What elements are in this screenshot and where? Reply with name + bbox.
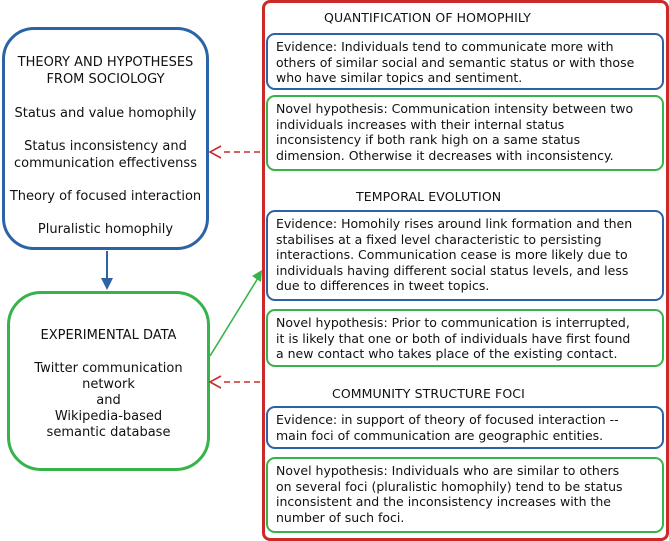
arrow-theory-to-data-head: [101, 278, 113, 290]
card-line: Novel hypothesis: Communication intensity between two: [276, 101, 634, 116]
experimental-line: Wikipedia-based: [54, 409, 163, 424]
card-line: individuals increases with their internal status: [276, 116, 565, 132]
experimental-title: EXPERIMENTAL DATA: [40, 328, 177, 343]
card-line: inconsistency if both rank high on a same status: [276, 132, 581, 148]
theory-title-line: THEORY AND HYPOTHESES: [17, 55, 194, 70]
card-line: number of such foci.: [276, 509, 405, 525]
experimental-line: network: [82, 377, 135, 392]
theory-item-line: Pluralistic homophily: [37, 222, 174, 237]
card-line: it is likely that one or both of individuals have first found: [276, 330, 631, 346]
card-line: dimension. Otherwise it decreases with inconsistency.: [276, 147, 614, 163]
card-line: Novel hypothesis: Individuals who are similar to others: [276, 463, 620, 478]
theory-item-line: communication effectivenss: [14, 156, 197, 171]
card-line: on several foci (pluralistic homophily) tend to be status: [276, 478, 623, 494]
section-title-community-structure: COMMUNITY STRUCTURE FOCI: [332, 386, 525, 401]
card-line: Novel hypothesis: Prior to communication is interrupted,: [276, 315, 630, 330]
experimental-line: semantic database: [46, 425, 171, 440]
theory-item-line: Theory of focused interaction: [9, 189, 202, 204]
dashed-arrow-to-theory-head: [210, 146, 221, 158]
theory-item-line: Status inconsistency and: [24, 139, 187, 154]
card-line: who have similar topics and sentiment.: [276, 70, 523, 86]
section-title-temporal-evolution: TEMPORAL EVOLUTION: [356, 189, 502, 204]
card-line: stabilises at a fixed level characteristic to persisting: [276, 231, 602, 247]
arrow-data-to-findings: [210, 278, 258, 356]
theory-item-line: Status and value homophily: [14, 106, 197, 121]
experimental-line: Twitter communication: [34, 361, 183, 376]
card-line: others of similar social and semantic status or with those: [276, 54, 635, 70]
theory-title-line: FROM SOCIOLOGY: [46, 72, 165, 87]
experimental-line: and: [96, 393, 121, 408]
section-title-quantification: QUANTIFICATION OF HOMOPHILY: [324, 10, 532, 25]
dashed-arrow-to-data-head: [210, 376, 221, 388]
card-line: main foci of communication are geographic entities.: [276, 427, 604, 443]
card-line: due to differences in tweet topics.: [276, 278, 490, 294]
card-line: Evidence: Individuals tend to communicate more with: [276, 39, 614, 54]
card-line: individuals having different social status levels, and less: [276, 262, 629, 278]
card-line: Evidence: Homohily rises around link formation and then: [276, 216, 633, 231]
card-line: interactions. Communication cease is more likely due to: [276, 247, 628, 263]
card-line: Evidence: in support of theory of focused interaction --: [276, 412, 619, 427]
card-line: a new contact who takes place of the existing contact.: [276, 346, 618, 362]
card-line: inconsistent and the inconsistency increases with the: [276, 494, 611, 510]
